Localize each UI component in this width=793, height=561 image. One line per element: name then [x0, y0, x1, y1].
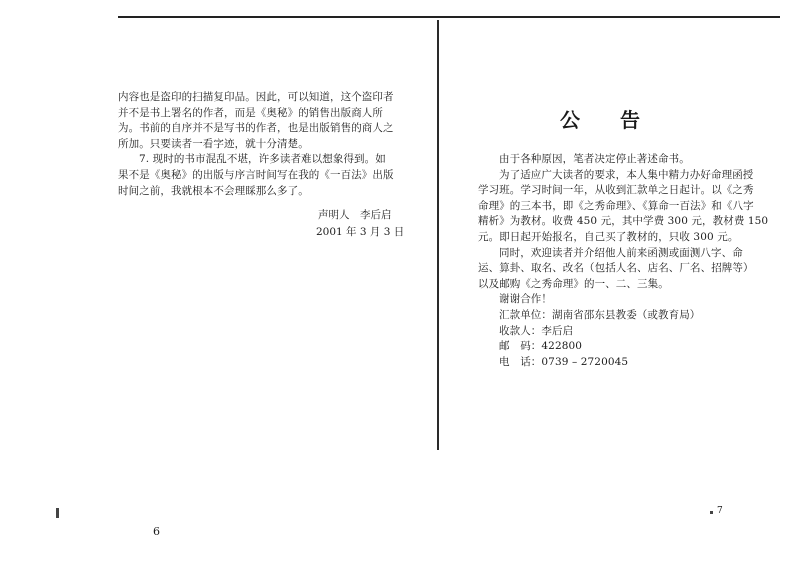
- left-para-1-line-3: 为。书前的自序并不是写书的作者，也是出版销售的商人之: [118, 122, 394, 135]
- signature-date: 2001 年 3 月 3 日: [316, 226, 405, 238]
- left-para-1-line-1: 内容也是盗印的扫描复印品。因此，可以知道，这个盗印者: [118, 91, 394, 103]
- page-number-right: 7: [717, 506, 723, 516]
- notice-line-14: 电 话：0739 – 2720045: [499, 355, 629, 368]
- notice-line-11: 汇款单位：湖南省邵东县教委（或教育局）: [499, 308, 701, 321]
- notice-line-9: 以及邮购《之秀命理》的一、二、三集。: [478, 277, 669, 290]
- scan-speck: [56, 508, 59, 518]
- page-number-left: 6: [153, 525, 160, 538]
- left-para-2-line-3: 时间之前，我就根本不会理睬那么多了。: [118, 184, 309, 197]
- notice-line-6: 元。即日起开始报名，自己买了教材的，只收 300 元。: [478, 230, 739, 243]
- notice-line-8: 运、算卦、取名、改名（包括人名、店名、厂名、招牌等）: [478, 262, 754, 275]
- notice-line-1: 由于各种原因，笔者决定停止著述命书。: [499, 153, 690, 165]
- right-page-body: [478, 152, 769, 370]
- signature: 声明人 李后启: [318, 209, 392, 221]
- left-para-2-line-2: 果不是《奥秘》的出版与序言时间写在我的《一百法》出版: [118, 168, 394, 181]
- notice-line-4: 命理》的三本书，即《之秀命理》、《算命一百法》和《八字: [478, 199, 754, 212]
- notice-line-2: 为了适应广大读者的要求，本人集中精力办好命理函授: [499, 168, 754, 181]
- top-rule: [118, 16, 780, 18]
- left-para-1-line-4: 所加。只要读者一看字迹，就十分清楚。: [118, 137, 309, 150]
- notice-line-5: 精析》为教材。收费 450 元，其中学费 300 元，教材费 150: [478, 215, 769, 228]
- notice-line-13: 邮 码：422800: [499, 340, 583, 353]
- notice-title: 公告: [560, 108, 680, 132]
- left-para-2-line-1: 7. 现时的书市混乱不堪，许多读者难以想象得到。如: [139, 153, 386, 166]
- scan-speck: [710, 511, 713, 514]
- notice-line-10: 谢谢合作！: [499, 293, 552, 306]
- page-gutter: [437, 20, 439, 450]
- left-page-body: [118, 90, 418, 199]
- notice-line-3: 学习班。学习时间一年，从收到汇款单之日起计。以《之秀: [478, 184, 754, 197]
- notice-line-12: 收款人：李后启: [499, 324, 574, 337]
- left-para-1-line-2: 并不是书上署名的作者，而是《奥秘》的销售出版商人所: [118, 106, 383, 119]
- notice-line-7: 同时，欢迎读者并介绍他人前来函测或面测八字、命: [499, 246, 743, 259]
